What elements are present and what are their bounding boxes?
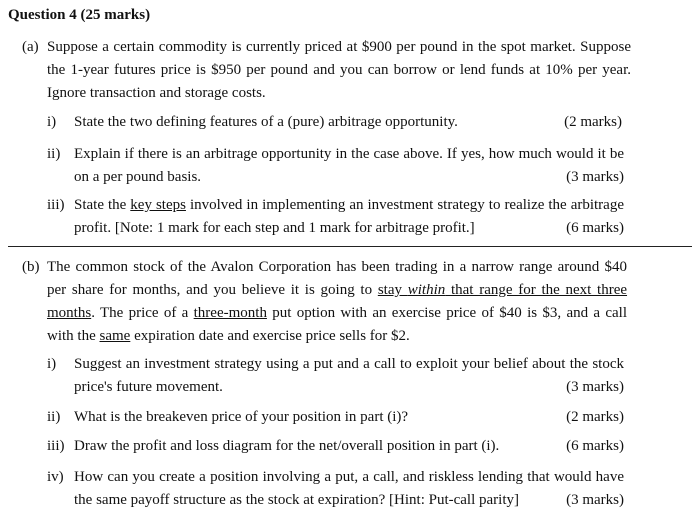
- part-a-intro: Suppose a certain commodity is currently priced at $900 per pound in the spot market. Suppose the 1-year futures price is $950 per pound and you can borrow or lend funds at 10% per year. Ignore transaction and storage costs.: [47, 39, 631, 101]
- part-b-stay: stay: [377, 282, 402, 298]
- part-b-within: within: [407, 282, 446, 298]
- part-b-item-3-marks: (6 marks): [566, 438, 624, 454]
- part-a-item-3-marks: (6 marks): [566, 219, 624, 236]
- part-b-same: same: [99, 328, 131, 344]
- section-divider: [8, 246, 692, 247]
- part-b-intro: [47, 256, 627, 348]
- part-b-three-month: three-month: [193, 305, 267, 321]
- question-title: Question 4 (25 marks): [8, 7, 151, 23]
- part-b-item-4-marks: (3 marks): [566, 491, 624, 508]
- part-b-range-text: that range for the next three months: [47, 282, 628, 321]
- part-a-item-3: [74, 194, 624, 239]
- part-b-item-4-text: How can you create a position involving a put, a call, and riskless lending that would have the same payoff structure as the stock at expiration? [Hint: Put-call parity]: [74, 469, 624, 508]
- part-a-item-3-underlined: key steps: [130, 197, 186, 213]
- part-a-item-2-text: Explain if there is an arbitrage opportunity in the case above. If yes, how much would it be on a per pound basis.: [74, 146, 624, 185]
- part-b-item-1-marks: (3 marks): [566, 378, 624, 395]
- part-a-item-2: [74, 143, 624, 188]
- part-a-label: (a): [22, 39, 39, 55]
- part-b-item-4: [74, 466, 624, 511]
- part-b-item-3: [74, 435, 624, 458]
- part-b-label: (b): [22, 259, 40, 275]
- part-a-item-2-marks: (3 marks): [566, 168, 624, 185]
- part-a-item-1-text: State the two defining features of a (pure) arbitrage opportunity.: [74, 114, 458, 130]
- part-b-intro-3: put option with an exercise price of $40 is $3, and a call with the: [47, 305, 628, 344]
- part-a-item-1: [74, 111, 622, 134]
- part-b-intro-2: . The price of a: [91, 305, 189, 321]
- part-a-item-1-marks: (2 marks): [564, 114, 622, 130]
- part-b-item-2: [74, 406, 624, 429]
- part-b-intro-4: expiration date and exercise price sells for $2.: [134, 328, 410, 344]
- part-b-item-1: [74, 353, 624, 398]
- part-a-item-3-text-after: involved in implementing an investment strategy to realize the arbitrage profit. [Note: 1 mark for each step and 1 mark for arbitrage profit.]: [74, 197, 624, 236]
- part-b-item-2-text: What is the breakeven price of your position in part (i)?: [74, 409, 409, 425]
- part-b-item-3-text: Draw the profit and loss diagram for the net/overall position in part (i).: [74, 438, 500, 454]
- part-b-item-1-number: i): [47, 356, 57, 372]
- part-b-item-1-text: Suggest an investment strategy using a put and a call to exploit your belief about the stock price's future movement.: [74, 356, 624, 395]
- part-a-item-1-number: i): [47, 114, 57, 130]
- part-b-item-3-number: iii): [47, 438, 65, 454]
- part-b-intro-1: The common stock of the Avalon Corporation has been trading in a narrow range around $40 per share for months, and you believe it is going to: [47, 259, 627, 298]
- part-a-item-3-number: iii): [47, 197, 65, 213]
- part-b-item-2-number: ii): [47, 409, 61, 425]
- part-b-item-2-marks: (2 marks): [566, 409, 624, 425]
- part-a-item-3-text-before: State the: [74, 197, 127, 213]
- part-a-item-2-number: ii): [47, 146, 61, 162]
- part-b-item-4-number: iv): [47, 469, 64, 485]
